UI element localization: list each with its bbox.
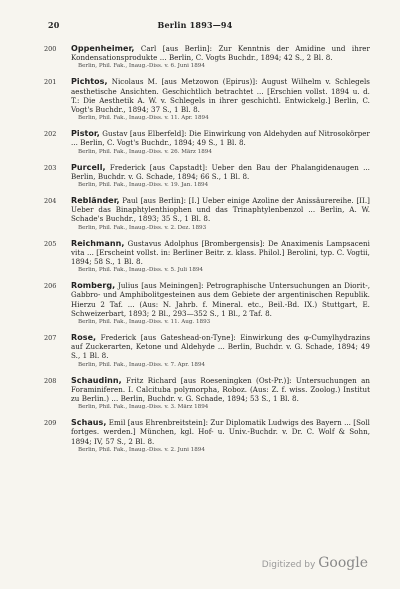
entry-body [71, 196, 370, 224]
entry-citation: Carl [aus Berlin]: Zur Kenntnis der Amidine und ihrer Kondensationsprodukte ... Berlin, C. Vogts Buchdr., 1894; 42 S., 2 Bl. 8. [71, 44, 370, 63]
entry-number: 209 [44, 419, 57, 428]
entry-citation: Paul [aus Berlin]: [I.] Ueber einige Azoline der Anissäurereihe. [II.] Ueber das Binaphtylenthiophen und das Trinaphtylenbenzol ... Berlin, A. W. Schade's Buchdr., 1893; 35 S., 1 Bl. 8. [71, 196, 370, 224]
entry-faculty-note: Berlin, Phil. Fak., Inaug.-Diss. v. 26. März 1894 [78, 148, 212, 155]
dissertation-entry [44, 196, 370, 232]
digitized-watermark [262, 555, 368, 571]
entry-faculty-note: Berlin, Phil. Fak., Inaug.-Diss. v. 2. Dez. 1893 [78, 224, 207, 231]
entry-citation: Frederick [aus Capstadt]: Ueber den Bau der Phalangidenaugen ... Berlin, Buchdr. v. G. Schade, 1894; 66 S., 1 Bl. 8. [71, 162, 370, 181]
page-number: 20 [48, 20, 60, 30]
entry-number: 204 [44, 197, 57, 206]
author-surname: Schaudinn, [71, 375, 122, 385]
author-surname: Schaus, [71, 418, 107, 428]
entry-number: 202 [44, 130, 57, 139]
dissertation-entry [44, 163, 370, 189]
entry-citation: Gustavus Adolphus [Brombergensis]: De Anaximenis Lampsaceni vita ... [Erscheint vollst. in: Berliner Beitr. z. klass. Philol.] Berolini, typ. C. Vogtii, 1894; 58 S., 1 Bl. 8. [71, 238, 370, 267]
entry-body [71, 129, 370, 147]
entry-list [44, 44, 370, 461]
author-surname: Pichtos, [71, 77, 108, 87]
author-surname: Rose, [71, 333, 97, 343]
entry-citation: Nicolaus M. [aus Metzowon (Epirus)]: August Wilhelm v. Schlegels aesthetische Ansichten. Geschichtlich betrachtet ... [Erschien vollst. 1894 u. d. T.: Die Aesthetik A. W. v. Schlegels in ihrer geschichtl. Entwickelg.] Berlin, C. Vogt's Buchdr., 1894; 37 S., 1 Bl. 8. [71, 77, 370, 115]
entry-citation: Emil [aus Ehrenbreitstein]: Zur Diplomatik Ludwigs des Bayern ... [Soll fortges. werden.] München, kgl. Hof- u. Univ.-Buchdr. v. Dr. C. Wolf & Sohn, 1894; IV, 57 S., 2 Bl. 8. [71, 418, 370, 446]
entry-number: 203 [44, 163, 57, 172]
watermark-prefix: Digitized by [261, 560, 316, 570]
entry-body [71, 44, 370, 62]
dissertation-entry [44, 129, 370, 155]
dissertation-entry [44, 281, 370, 326]
entry-faculty-note: Berlin, Phil. Fak., Inaug.-Diss. v. 19. Jan. 1894 [78, 182, 209, 189]
author-surname: Pistor, [71, 129, 100, 139]
dissertation-entry [44, 333, 370, 369]
entry-body [71, 418, 370, 446]
entry-faculty-note: Berlin, Phil. Fak., Inaug.-Diss. v. 3. März 1894 [78, 404, 209, 411]
watermark-brand: Google [318, 555, 368, 571]
entry-body [71, 163, 370, 181]
author-surname: Romberg, [71, 281, 116, 291]
dissertation-entry [44, 239, 370, 275]
entry-body [71, 376, 370, 404]
entry-number: 207 [44, 334, 57, 343]
entry-faculty-note: Berlin, Phil. Fak., Inaug.-Diss. v. 6. Juni 1894 [78, 63, 205, 70]
entry-number: 205 [44, 239, 57, 248]
entry-body [71, 77, 370, 114]
entry-number: 201 [44, 78, 57, 87]
dissertation-entry [44, 77, 370, 122]
entry-faculty-note: Berlin, Phil. Fak., Inaug.-Diss. v. 5. Juli 1894 [78, 267, 204, 274]
page-title: Berlin 1893—94 [157, 20, 233, 30]
author-surname: Reichmann, [71, 238, 125, 248]
entry-number: 200 [44, 45, 57, 53]
entry-body [71, 281, 370, 318]
author-surname: Oppenheimer, [71, 44, 135, 53]
entry-citation: Fritz Richard [aus Roeseningken (Ost-Pr.)]: Untersuchungen an Foraminiferen. I. Calcituba polymorpha, Roboz. (Aus: Z. f. wiss. Zoolog.) Institut zu Berlin.) ... Berlin, Buchdr. v. G. Schade, 1894; 53 S., 1 Bl. 8. [71, 375, 370, 404]
dissertation-entry [44, 418, 370, 454]
entry-faculty-note: Berlin, Phil. Fak., Inaug.-Diss. v. 11. Apr. 1894 [78, 115, 209, 122]
dissertation-entry [44, 376, 370, 412]
entry-citation: Frederick [aus Gateshead-on-Tyne]: Einwirkung des φ-Cumylhydrazins auf Zuckerarten, Ketone und Aldehyde ... Berlin, Buchdr. v. G. Schade, 1894; 49 S., 1 Bl. 8. [71, 333, 371, 361]
entry-faculty-note: Berlin, Phil. Fak., Inaug.-Diss. v. 7. Apr. 1894 [78, 361, 206, 368]
dissertation-entry [44, 44, 370, 70]
entry-faculty-note: Berlin, Phil. Fak., Inaug.-Diss. v. 11. Aug. 1893 [78, 319, 211, 326]
entry-body [71, 333, 370, 361]
entry-citation: Julius [aus Meiningen]: Petrographische Untersuchungen an Diorit-, Gabbro- und Amphibolitgesteinen aus dem Gebiete der argentinischen Republik. Hierzu 2 Taf. ... (Aus: N. Jahrb. f. Mineral. etc., Beil.-Bd. IX.) Stuttgart, E. Schweizerbart, 1893; 2 Bl., 293—352 S., 1 Bl., 2 Taf. 8. [71, 281, 370, 318]
author-surname: Rebländer, [71, 196, 120, 206]
entry-citation: Gustav [aus Elberfeld]: Die Einwirkung von Aldehyden auf Nitrosokörper ... Berlin, C. Vogt's Buchdr., 1894; 49 S., 1 Bl. 8. [71, 129, 370, 148]
entry-faculty-note: Berlin, Phil. Fak., Inaug.-Diss. v. 2. Juni 1894 [78, 446, 205, 453]
entry-number: 206 [44, 282, 57, 291]
entry-body [71, 239, 370, 267]
author-surname: Purcell, [71, 162, 106, 172]
entry-number: 208 [44, 376, 57, 385]
